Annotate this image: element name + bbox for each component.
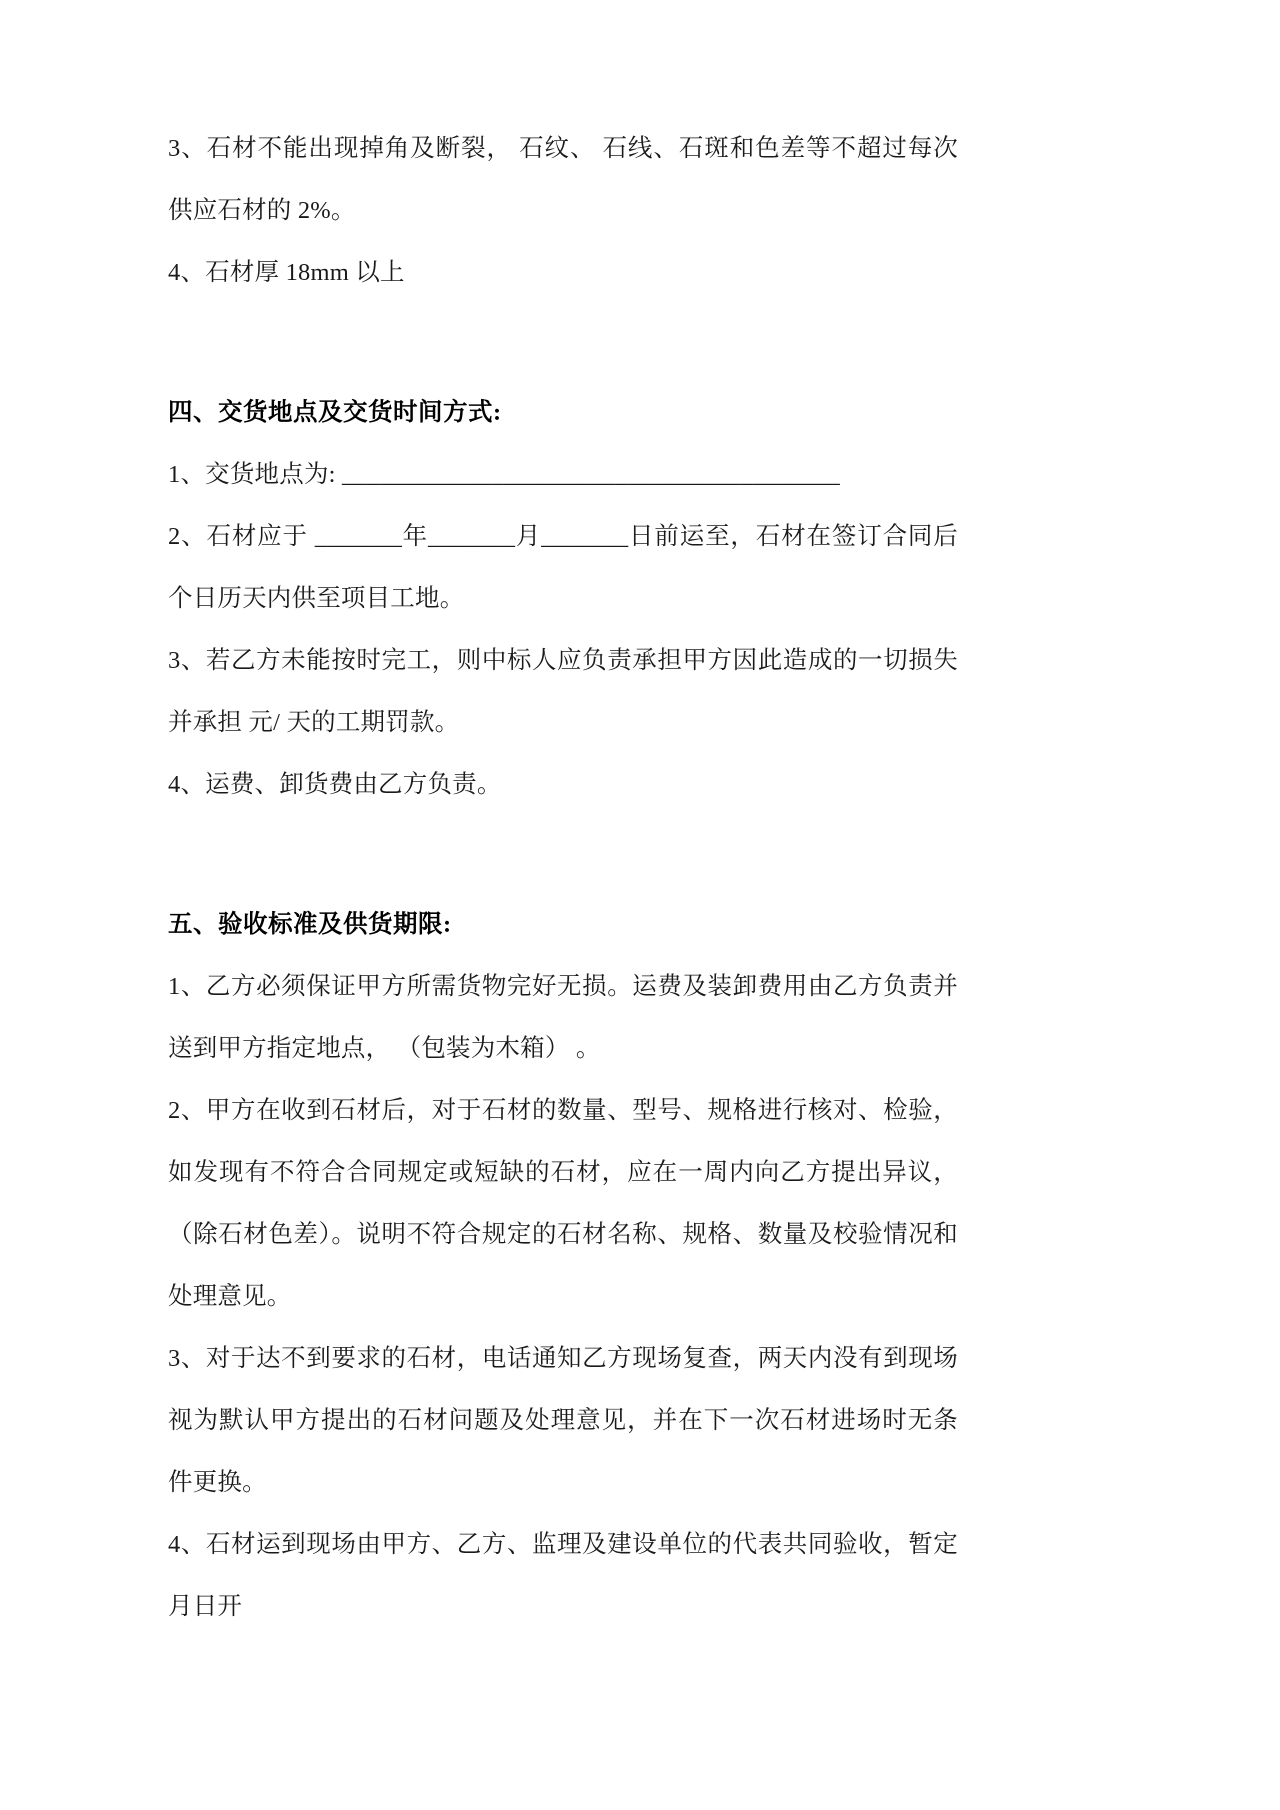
block-container <box>168 118 958 1638</box>
clause-3-quality: 3、石材不能出现掉角及断裂， 石纹、 石线、石斑和色差等不超过每次供应石材的 2%。 <box>168 135 958 224</box>
section-5-item-1: 1、乙方必须保证甲方所需货物完好无损。运费及装卸费用由乙方负责并送到甲方指定地点， （包装为木箱） 。 <box>168 973 958 1062</box>
gap-after-section-4 <box>168 816 958 894</box>
gap-after-section-3 <box>168 304 958 382</box>
clause-4-thickness: 4、石材厚 18mm 以上 <box>168 259 405 286</box>
section-5-item-4: 4、石材运到现场由甲方、乙方、监理及建设单位的代表共同验收，暂定月日开 <box>168 1531 958 1620</box>
section-5-item-3: 3、对于达不到要求的石材，电话通知乙方现场复查，两天内没有到现场视为默认甲方提出的石材问题及处理意见，并在下一次石材进场时无条件更换。 <box>168 1345 958 1496</box>
page-content <box>168 0 958 1638</box>
section-5-item-2: 2、甲方在收到石材后，对于石材的数量、型号、规格进行核对、检验，如发现有不符合合同规定或短缺的石材，应在一周内向乙方提出异议，（除石材色差）。说明不符合规定的石材名称、规格、数量及校验情况和处理意见。 <box>168 1097 958 1310</box>
section-4-item-4: 4、运费、卸货费由乙方负责。 <box>168 771 502 798</box>
section-4-heading: 四、交货地点及交货时间方式: <box>168 399 502 426</box>
top-margin <box>168 0 958 118</box>
section-4-item-1: 1、交货地点为: ________________________________________ <box>168 461 840 488</box>
section-5-heading: 五、验收标准及供货期限: <box>168 911 452 938</box>
section-4-item-3: 3、若乙方未能按时完工，则中标人应负责承担甲方因此造成的一切损失并承担 元/ 天的工期罚款。 <box>168 647 958 736</box>
section-4-item-2: 2、石材应于 _______年_______月_______日前运至，石材在签订合同后 个日历天内供至项目工地。 <box>168 523 958 612</box>
